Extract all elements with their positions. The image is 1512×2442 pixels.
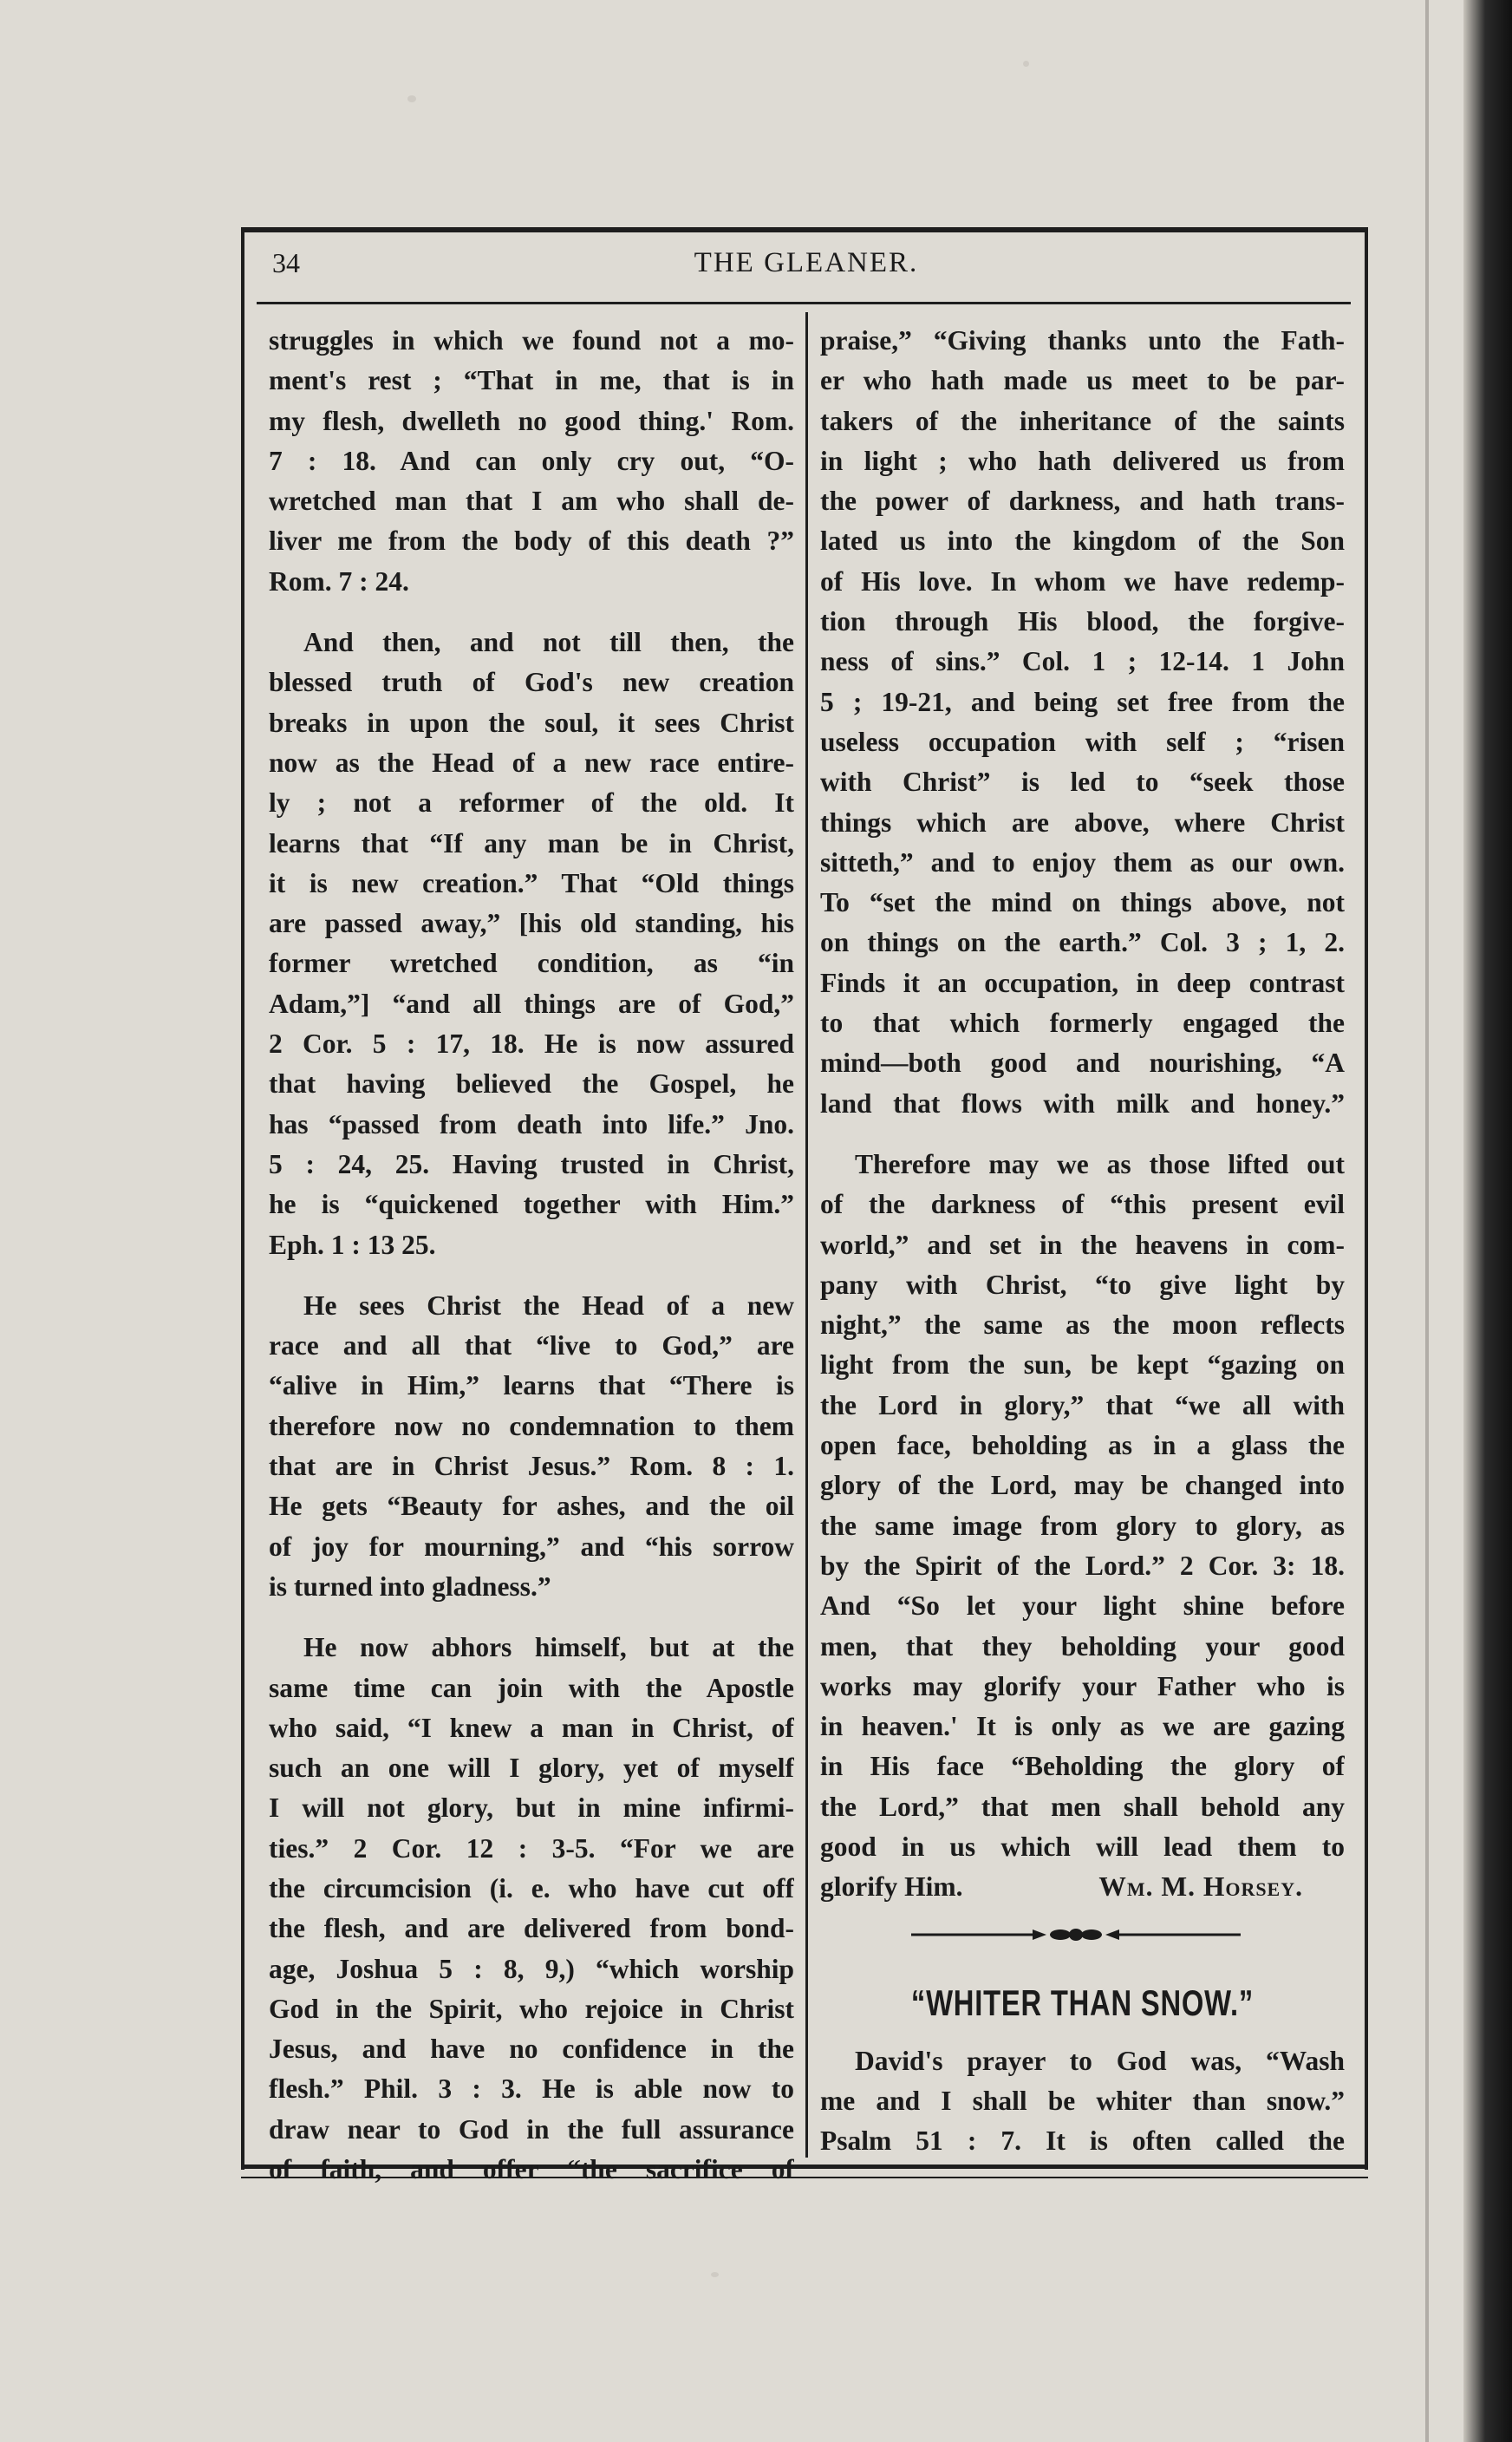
text-line: are passed away,” [his old standing, his	[269, 908, 794, 939]
text-line: Adam,”] “and all things are of God,”	[269, 988, 794, 1019]
text-line: sitteth,” and to enjoy them as our own.	[820, 846, 1345, 878]
binding-shadow	[1425, 0, 1429, 2442]
text-line: Finds it an occupation, in deep contrast	[820, 967, 1345, 998]
text-line: useless occupation with self ; “risen	[820, 726, 1345, 757]
text-line: ment's rest ; “That in me, that is in	[269, 365, 794, 396]
text-line: lated us into the kingdom of the Son	[820, 526, 1345, 557]
text-line: world,” and set in the heavens in com-	[820, 1229, 1345, 1260]
author-signature: Wm. M. Horsey.	[1098, 1871, 1303, 1903]
text-line: He gets “Beauty for ashes, and the oil	[269, 1491, 794, 1522]
text-line: race and all that “live to God,” are	[269, 1330, 794, 1361]
text-line: He now abhors himself, but at the	[303, 1632, 794, 1663]
signature-line	[820, 1867, 1345, 1907]
text-line: with Christ” is led to “seek those	[820, 767, 1345, 798]
text-line: it is new creation.” That “Old things	[269, 867, 794, 898]
text-line: the Lord in glory,” that “we all with	[820, 1389, 1345, 1420]
text-line: therefore now no condemnation to them	[269, 1410, 794, 1441]
text-line: in heaven.' It is only as we are gazing	[820, 1711, 1345, 1742]
text-line: the power of darkness, and hath trans-	[820, 486, 1345, 517]
text-line: the Lord,” that men shall behold any	[820, 1791, 1345, 1822]
text-line: Eph. 1 : 13 25.	[269, 1229, 436, 1260]
paper-speck	[407, 95, 416, 102]
text-line: the same image from glory to glory, as	[820, 1510, 1345, 1541]
section-divider-ornament	[820, 1908, 1345, 1960]
text-line: works may glorify your Father who is	[820, 1670, 1345, 1701]
text-line: breaks in upon the soul, it sees Christ	[269, 707, 794, 738]
text-line: Therefore may we as those lifted out	[855, 1148, 1345, 1179]
text-line: “alive in Him,” learns that “There is	[269, 1370, 794, 1401]
ornament-rule-icon	[903, 1925, 1249, 1944]
paragraph-gap	[820, 1124, 1345, 1145]
text-line: good in us which will lead them to	[820, 1831, 1345, 1862]
text-line: former wretched condition, as “in	[269, 948, 794, 979]
right-column	[820, 321, 1345, 2161]
text-line: he is “quickened together with Him.”	[269, 1189, 794, 1220]
text-line: is turned into gladness.”	[269, 1570, 551, 1602]
text-line: who said, “I knew a man in Christ, of	[269, 1712, 794, 1743]
text-line: tion through His blood, the forgive-	[820, 606, 1345, 637]
text-line: such an one will I glory, yet of myself	[269, 1753, 794, 1784]
text-line: of faith, and offer “the sacrifice of	[269, 2154, 794, 2185]
text-line: Jesus, and have no confidence in the	[269, 2034, 794, 2065]
text-line: wretched man that I am who shall de-	[269, 486, 794, 517]
text-line: takers of the inheritance of the saints	[820, 405, 1345, 436]
text-line: night,” the same as the moon reflects	[820, 1309, 1345, 1341]
text-line: er who hath made us meet to be par-	[820, 365, 1345, 396]
text-line: of joy for mourning,” and “his sorrow	[269, 1531, 794, 1562]
paper-speck	[711, 2272, 719, 2277]
text-line: mind—both good and nourishing, “A	[820, 1048, 1345, 1079]
text-line: David's prayer to God was, “Wash	[855, 2045, 1345, 2076]
paper-speck	[1023, 61, 1029, 67]
text-line: that are in Christ Jesus.” Rom. 8 : 1.	[269, 1451, 794, 1482]
text-line: to that which formerly engaged the	[820, 1008, 1345, 1039]
text-line: pany with Christ, “to give light by	[820, 1269, 1345, 1300]
text-line: glorify Him.	[820, 1871, 963, 1903]
text-line: struggles in which we found not a mo-	[269, 325, 794, 356]
text-line: by the Spirit of the Lord.” 2 Cor. 3: 18.	[820, 1550, 1345, 1581]
text-line: draw near to God in the full assurance	[269, 2113, 794, 2145]
paragraph-gap	[269, 1265, 794, 1286]
page-number: 34	[272, 247, 300, 278]
paragraph-gap	[269, 602, 794, 623]
text-line: learns that “If any man be in Christ,	[269, 827, 794, 859]
text-line: has “passed from death into life.” Jno.	[269, 1108, 794, 1139]
text-line: men, that they beholding your good	[820, 1630, 1345, 1662]
text-line: on things on the earth.” Col. 3 ; 1, 2.	[820, 927, 1345, 958]
text-line: Psalm 51 : 7. It is often called the	[820, 2125, 1345, 2157]
text-line: flesh.” Phil. 3 : 3. He is able now to	[269, 2073, 794, 2105]
text-line: 2 Cor. 5 : 17, 18. He is now assured	[269, 1028, 794, 1060]
text-line: I will not glory, but in mine infirmi-	[269, 1792, 794, 1824]
text-line: To “set the mind on things above, not	[820, 887, 1345, 918]
text-line: 5 ; 19-21, and being set free from the	[820, 686, 1345, 717]
text-line: me and I shall be whiter than snow.”	[820, 2085, 1345, 2116]
text-line: God in the Spirit, who rejoice in Christ	[269, 1993, 794, 2024]
text-line: same time can join with the Apostle	[269, 1672, 794, 1703]
text-line: that having believed the Gospel, he	[269, 1068, 794, 1100]
text-line: the circumcision (i. e. who have cut off	[269, 1872, 794, 1903]
text-line: He sees Christ the Head of a new	[303, 1290, 794, 1321]
left-column	[269, 321, 794, 2190]
text-line: the flesh, and are delivered from bond-	[269, 1913, 794, 1944]
text-line: age, Joshua 5 : 8, 9,) “which worship	[269, 1953, 794, 1984]
text-line: of His love. In whom we have redemp-	[820, 565, 1345, 597]
text-line: open face, beholding as in a glass the	[820, 1430, 1345, 1461]
text-line: now as the Head of a new race entire-	[269, 747, 794, 778]
text-line: And then, and not till then, the	[303, 627, 794, 658]
text-line: blessed truth of God's new creation	[269, 667, 794, 698]
text-line: things which are above, where Christ	[820, 806, 1345, 838]
text-line: Rom. 7 : 24.	[269, 565, 409, 597]
text-line: liver me from the body of this death ?”	[269, 526, 794, 557]
paragraph-gap	[269, 1607, 794, 1628]
text-line: 7 : 18. And can only cry out, “O-	[269, 445, 794, 476]
text-line: in His face “Beholding the glory of	[820, 1751, 1345, 1782]
text-line: light from the sun, be kept “gazing on	[820, 1349, 1345, 1381]
text-line: ties.” 2 Cor. 12 : 3-5. “For we are	[269, 1832, 794, 1864]
section-title: “WHITER THAN SNOW.”	[910, 1982, 1255, 2023]
text-line: ness of sins.” Col. 1 ; 12-14. 1 John	[820, 646, 1345, 677]
text-line: 5 : 24, 25. Having trusted in Christ,	[269, 1148, 794, 1179]
text-line: glory of the Lord, may be changed into	[820, 1470, 1345, 1501]
text-line: ly ; not a reformer of the old. It	[269, 787, 794, 819]
text-line: land that flows with milk and honey.”	[820, 1087, 1345, 1119]
running-head: THE GLEANER.	[694, 247, 919, 278]
text-line: in light ; who hath delivered us from	[820, 445, 1345, 476]
column-divider	[805, 312, 808, 2158]
page-header	[269, 247, 1344, 287]
header-rule	[257, 302, 1351, 304]
book-binding-edge	[1463, 0, 1512, 2442]
text-line: praise,” “Giving thanks unto the Fath-	[820, 325, 1345, 356]
text-line: my flesh, dwelleth no good thing.' Rom.	[269, 405, 794, 436]
text-line: And “So let your light shine before	[820, 1590, 1345, 1622]
text-line: of the darkness of “this present evil	[820, 1189, 1345, 1220]
